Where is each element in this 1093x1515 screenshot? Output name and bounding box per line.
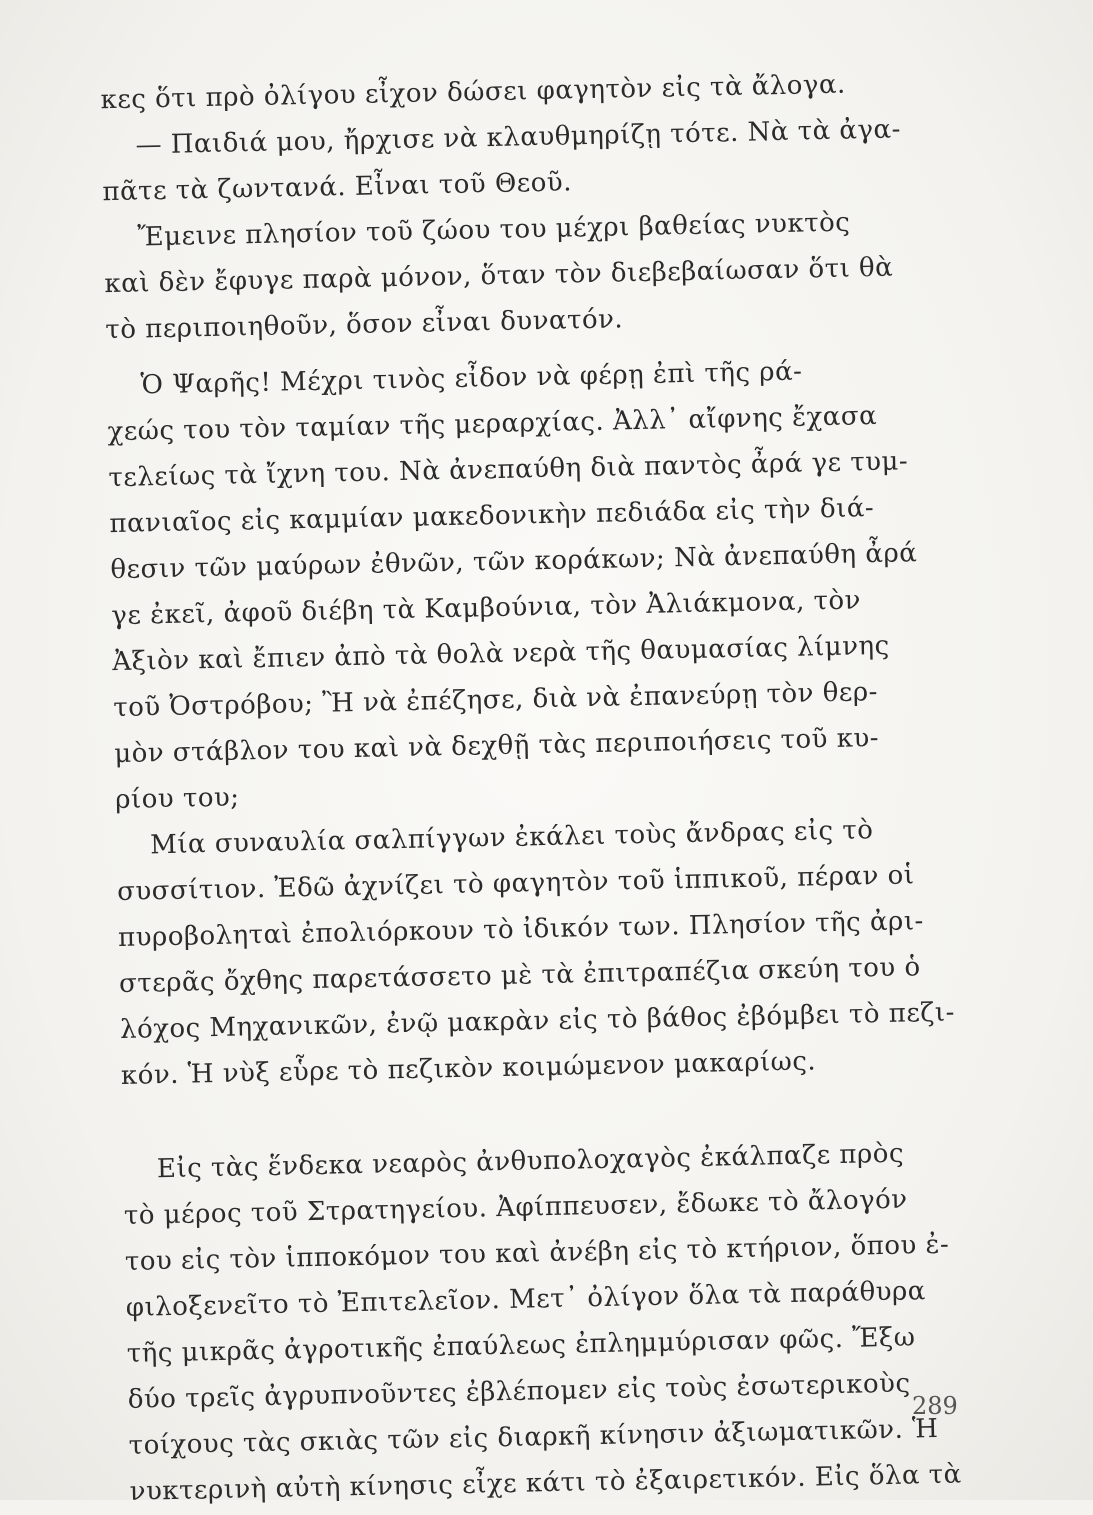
text-line: γε ἐκεῖ, ἀφοῦ διέβη τὰ Καμβούνια, τὸν Ἀλιάκμονα, τὸν <box>111 585 862 632</box>
text-line: Μία συναυλία σαλπίγγων ἐκάλει τοὺς ἄνδρας εἰς τὸ <box>149 815 874 861</box>
text-line: τὸ περιποιηθοῦν, ὅσον εἶναι δυνατόν. <box>105 304 624 346</box>
text-line: στερᾶς ὄχθης παρετάσσετο μὲ τὰ ἐπιτραπέζια σκεύη του ὁ <box>118 952 921 1000</box>
text-line: του εἰς τὸν ἱπποκόμον του καὶ ἀνέβη εἰς τὸ κτήριον, ὅπου ἐ- <box>124 1229 950 1277</box>
text-line: τοίχους τὰς σκιὰς τῶν εἰς διαρκῆ κίνησιν ἀξιωματικῶν. Ἡ <box>128 1413 939 1461</box>
text-line: θεσιν τῶν μαύρων ἐθνῶν, τῶν κοράκων; Νὰ ἀνεπαύθη ἆρά <box>110 538 918 586</box>
text-line: δύο τρεῖς ἀγρυπνοῦντες ἐβλέπομεν εἰς τοὺς ἐσωτερικοὺς <box>127 1368 911 1415</box>
body-text <box>100 59 1010 1515</box>
text-line: — Παιδιά μου, ἤρχισε νὰ κλαυθμηρίζῃ τότε. Νὰ τὰ ἀγα- <box>135 114 902 161</box>
text-line: Ἀξιὸν καὶ ἔπιεν ἀπὸ τὰ θολὰ νερὰ τῆς θαυμασίας λίμνης <box>112 630 890 678</box>
text-line: πυροβοληταὶ ἐπολιόρκουν τὸ ἰδικόν των. Πλησίον τῆς ἀρι- <box>117 906 925 954</box>
text-line: πανιαῖος εἰς καμμίαν μακεδονικὴν πεδιάδα εἰς τὴν διά- <box>109 493 875 540</box>
text-line: ρίου του; <box>114 782 240 816</box>
text-line: τελείως τὰ ἴχνη του. Νὰ ἀνεπαύθη διὰ παντὸς ἆρά γε τυμ- <box>108 446 909 494</box>
text-line: πᾶτε τὰ ζωντανά. Εἶναι τοῦ Θεοῦ. <box>102 167 573 208</box>
text-line: τῆς μικρᾶς ἀγροτικῆς ἐπαύλεως ἐπλημμύρισαν φῶς. Ἔξω <box>126 1322 916 1369</box>
text-line: Εἰς τὰς ἕνδεκα νεαρὸς ἀνθυπολοχαγὸς ἐκάλπαζε πρὸς <box>156 1138 905 1185</box>
text-line: καὶ δὲν ἔφυγε παρὰ μόνον, ὅταν τὸν διεβεβαίωσαν ὅτι θὰ <box>104 252 894 300</box>
text-line: φιλοξενεῖτο τὸ Ἐπιτελεῖον. Μετ᾽ ὀλίγον ὅλα τὰ παράθυρα <box>125 1276 927 1323</box>
text-line: μὸν στάβλον του καὶ νὰ δεχθῇ τὰς περιποιήσεις τοῦ κυ- <box>113 723 880 770</box>
text-line: νυκτερινὴ αὐτὴ κίνησις εἶχε κάτι τὸ ἐξαιρετικόν. Εἰς ὅλα τὰ <box>129 1459 962 1507</box>
text-line: λόχος Μηχανικῶν, ἐνῷ μακρὰν εἰς τὸ βάθος ἐβόμβει τὸ πεζι- <box>119 997 956 1046</box>
text-line: τοῦ Ὀστρόβου; Ἢ νὰ ἐπέζησε, διὰ νὰ ἐπανεύρῃ τὸν θερ- <box>112 677 879 724</box>
text-line: κες ὅτι πρὸ ὀλίγου εἶχον δώσει φαγητὸν εἰς τὰ ἄλογα. <box>100 69 847 116</box>
text-line: συσσίτιον. Ἐδῶ ἀχνίζει τὸ φαγητὸν τοῦ ἱππικοῦ, πέραν οἱ <box>116 860 915 908</box>
text-line: Ὁ Ψαρῆς! Μέχρι τινὸς εἶδον νὰ φέρῃ ἐπὶ τῆς ρά- <box>140 356 803 401</box>
page-number: 289 <box>912 1392 958 1420</box>
text-line: Ἔμεινε πλησίον τοῦ ζώου του μέχρι βαθείας νυκτὸς <box>137 207 851 253</box>
text-line: χεώς του τὸν ταμίαν τῆς μεραρχίας. Ἀλλ᾽ αἴφνης ἔχασα <box>107 401 878 448</box>
text-line: τὸ μέρος τοῦ Στρατηγείου. Ἀφίππευσεν, ἔδωκε τὸ ἄλογόν <box>123 1184 908 1231</box>
text-line: κόν. Ἡ νὺξ εὗρε τὸ πεζικὸν κοιμώμενον μακαρίως. <box>120 1046 817 1091</box>
